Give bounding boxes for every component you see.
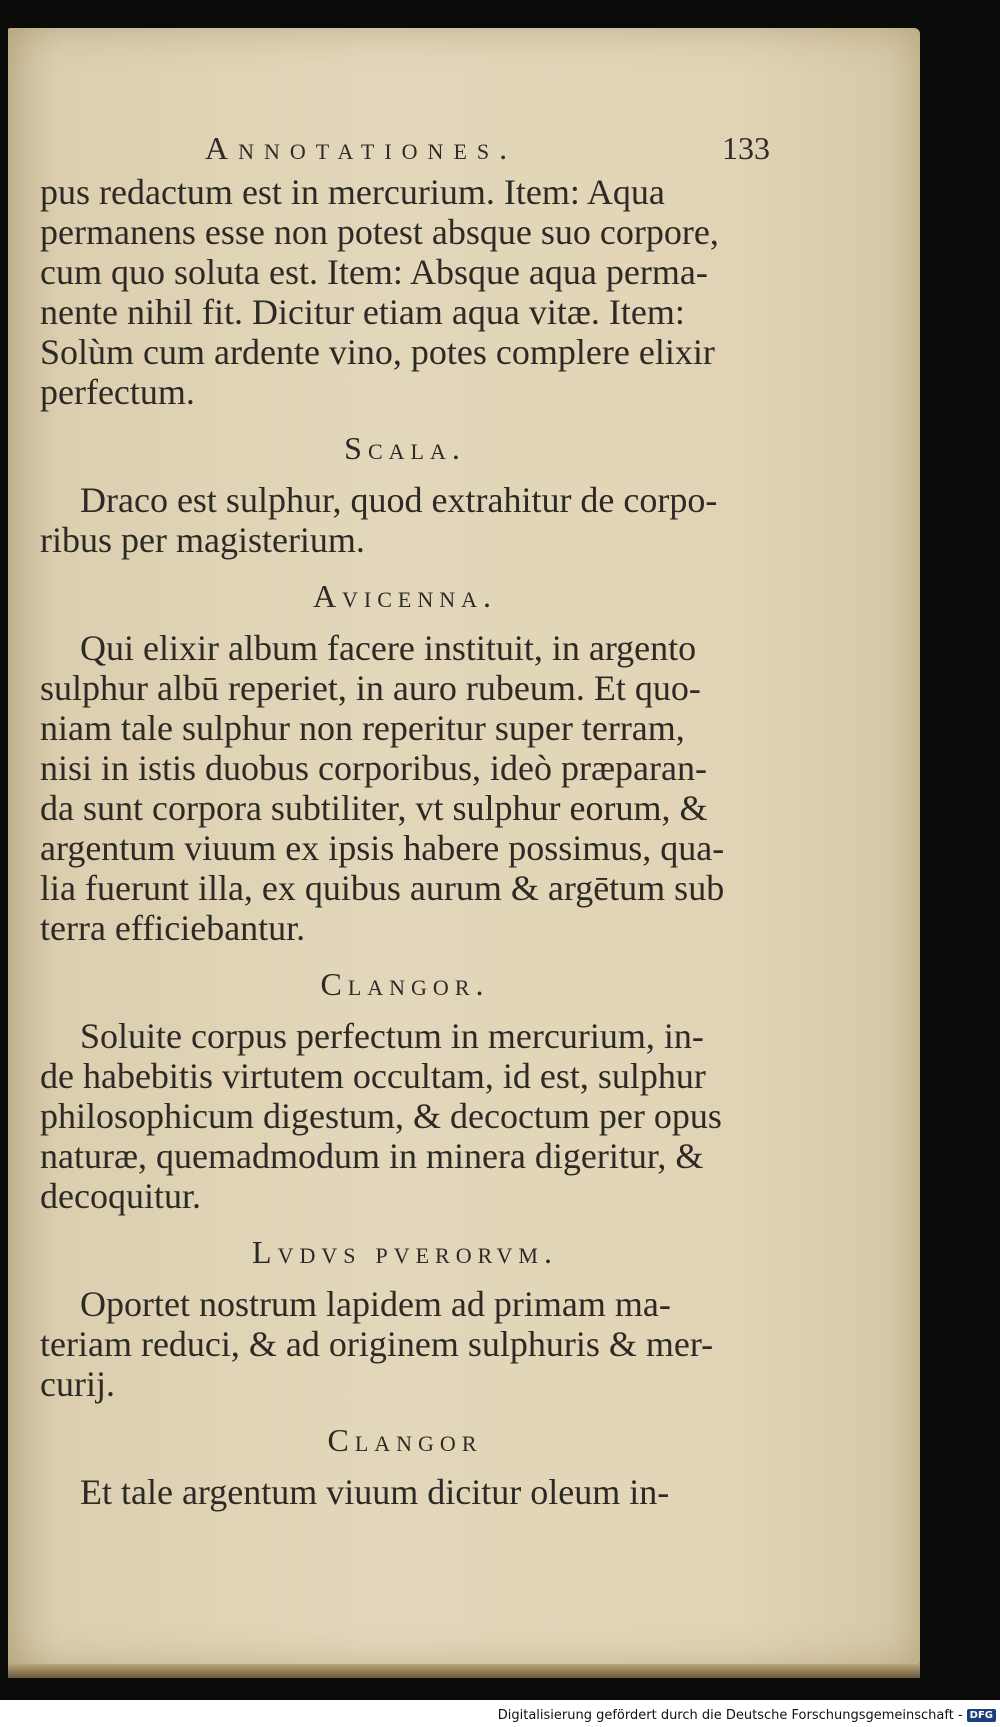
text-line: argentum viuum ex ipsis habere possimus, qua-	[40, 828, 725, 868]
page-edge	[8, 1664, 920, 1678]
page-number: 133	[722, 130, 770, 166]
text-line: Qui elixir album facere instituit, in argento	[80, 628, 697, 668]
text-line: decoquitur.	[40, 1176, 201, 1216]
text-line: perfectum.	[40, 372, 195, 412]
text-line: philosophicum digestum, & decoctum per opus	[40, 1096, 722, 1136]
paragraph	[40, 1472, 770, 1512]
text-line: Soluite corpus perfectum in mercurium, in-	[80, 1016, 704, 1056]
section-heading: Clangor	[327, 1422, 483, 1458]
text-line: Oportet nostrum lapidem ad primam ma-	[80, 1284, 671, 1324]
text-line: nisi in istis duobus corporibus, ideò præparan-	[40, 748, 707, 788]
text-line: cum quo soluta est. Item: Absque aqua perma-	[40, 252, 708, 292]
text-line: Solùm cum ardente vino, potes complere elixir	[40, 332, 715, 372]
text-line: Et tale argentum viuum dicitur oleum in-	[80, 1472, 670, 1512]
section-heading: Lvdvs pverorvm.	[252, 1234, 558, 1270]
dfg-logo: DFG	[967, 1709, 996, 1722]
paragraph	[40, 1016, 770, 1216]
paragraph	[40, 480, 770, 560]
text-line: terra efficiebantur.	[40, 908, 306, 948]
credit-text: Digitalisierung gefördert durch die Deutsche Forschungsgemeinschaft -	[497, 1708, 963, 1723]
text-line: curij.	[40, 1364, 115, 1404]
running-head	[40, 130, 770, 170]
text-line: pus redactum est in mercurium. Item: Aqua	[40, 172, 665, 212]
text-line: niam tale sulphur non reperitur super terram,	[40, 708, 685, 748]
section-heading: Clangor.	[320, 966, 490, 1002]
section-heading: Avicenna.	[312, 578, 498, 614]
paragraph	[40, 628, 770, 948]
text-line: lia fuerunt illa, ex quibus aurum & argētum sub	[40, 868, 725, 908]
digitization-credit	[498, 1708, 996, 1723]
text-line: ribus per magisterium.	[40, 520, 365, 560]
text-block	[40, 172, 770, 1518]
paragraph	[40, 1284, 770, 1404]
section-heading: Scala.	[344, 430, 466, 466]
text-line: nente nihil fit. Dicitur etiam aqua vitæ. Item:	[40, 292, 685, 332]
text-line: sulphur albū reperiet, in auro rubeum. Et quo-	[40, 668, 701, 708]
text-line: de habebitis virtutem occultam, id est, sulphur	[40, 1056, 706, 1096]
text-line: naturæ, quemadmodum in minera digeritur, &	[40, 1136, 704, 1176]
paragraph	[40, 172, 770, 412]
text-line: da sunt corpora subtiliter, vt sulphur eorum, &	[40, 788, 708, 828]
text-line: teriam reduci, & ad originem sulphuris & mer-	[40, 1324, 714, 1364]
text-line: permanens esse non potest absque suo corpore,	[40, 212, 719, 252]
running-title: Annotationes.	[205, 130, 518, 166]
text-line: Draco est sulphur, quod extrahitur de corpo-	[80, 480, 718, 520]
